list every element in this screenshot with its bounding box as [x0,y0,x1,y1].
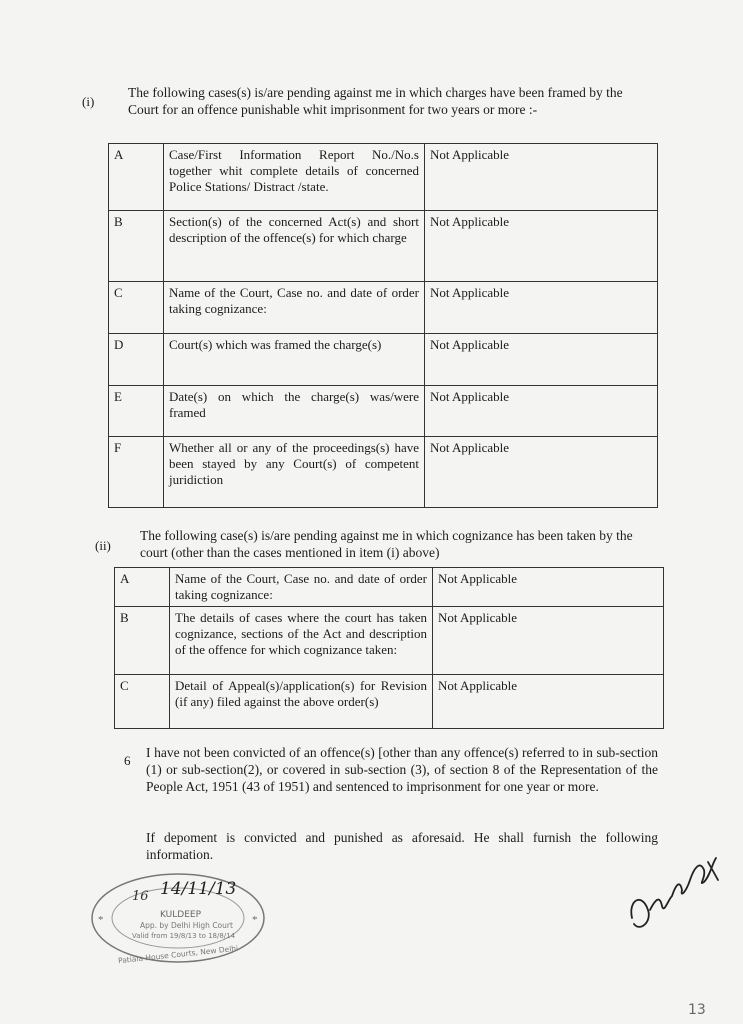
table-row [109,437,658,508]
row-value: Not Applicable [425,386,658,437]
section-ii-text: The following case(s) is/are pending against me in which cognizance has been taken by the court (other than the cases mentioned in item (i) above) [140,528,633,560]
row-letter: D [109,334,164,386]
svg-text:KULDEEP: KULDEEP [160,910,201,920]
section-ii-number: (ii) [95,538,111,553]
svg-text:App. by Delhi High Court: App. by Delhi High Court [140,921,233,930]
row-value: Not Applicable [433,607,664,675]
page-number: 13 [688,1002,706,1018]
svg-text:*: * [98,914,104,926]
table-row [115,568,664,607]
cognizance-table [114,567,664,729]
row-value: Not Applicable [425,211,658,282]
row-description: Name of the Court, Case no. and date of order taking cognizance: [164,282,425,334]
table-row [109,334,658,386]
row-letter: E [109,386,164,437]
row-letter: B [109,211,164,282]
table-row [109,211,658,282]
row-value: Not Applicable [425,334,658,386]
row-description: Court(s) which was framed the charge(s) [164,334,425,386]
row-letter: A [115,568,170,607]
svg-text:Valid from 19/8/13 to 18/8/14: Valid from 19/8/13 to 18/8/14 [132,932,236,940]
notary-stamp [88,868,268,968]
section-i-text: The following cases(s) is/are pending against me in which charges have been framed by the Court for an offence punishable whit imprisonment for two years or more :- [128,85,623,117]
row-letter: B [115,607,170,675]
item-6-text: I have not been convicted of an offence(s) [other than any offence(s) referred to in sub-section (1) or sub-section(2), or covered in sub-section (3), of section 8 of the Representation of the People Act, 1951 (43 of 1951) and sentenced to imprisonment for one year or more. [146,745,658,794]
row-description: Date(s) on which the charge(s) was/were framed [164,386,425,437]
charges-framed-table [108,143,658,508]
row-description: Detail of Appeal(s)/application(s) for Revision (if any) filed against the above order(s) [170,675,433,729]
table-row [109,282,658,334]
row-description: Whether all or any of the proceedings(s) have been stayed by any Court(s) of competent juridiction [164,437,425,508]
row-description: Section(s) of the concerned Act(s) and short description of the offence(s) for which charge [164,211,425,282]
row-value: Not Applicable [433,675,664,729]
svg-text:16: 16 [132,889,149,904]
row-value: Not Applicable [425,437,658,508]
row-description: Name of the Court, Case no. and date of order taking cognizance: [170,568,433,607]
signature-image [620,840,725,940]
svg-text:Patiala House Courts, New Delh: Patiala House Courts, New Delhi [117,943,239,966]
row-letter: C [109,282,164,334]
table-row [115,607,664,675]
table-row [109,144,658,211]
row-value: Not Applicable [425,144,658,211]
row-description: The details of cases where the court has taken cognizance, sections of the Act and description of the offence for which cognizance taken: [170,607,433,675]
row-letter: A [109,144,164,211]
item-6-number: 6 [124,753,131,768]
item-6-followup: If depoment is convicted and punished as aforesaid. He shall furnish the following information. [146,830,658,862]
row-description: Case/First Information Report No./No.s together whit complete details of concerned Police Stations/ Distract /state. [164,144,425,211]
svg-text:14/11/13: 14/11/13 [160,879,237,899]
table-row [115,675,664,729]
row-letter: F [109,437,164,508]
svg-text:*: * [252,914,258,926]
table-row [109,386,658,437]
row-value: Not Applicable [425,282,658,334]
row-value: Not Applicable [433,568,664,607]
row-letter: C [115,675,170,729]
section-i-number: (i) [82,94,95,109]
